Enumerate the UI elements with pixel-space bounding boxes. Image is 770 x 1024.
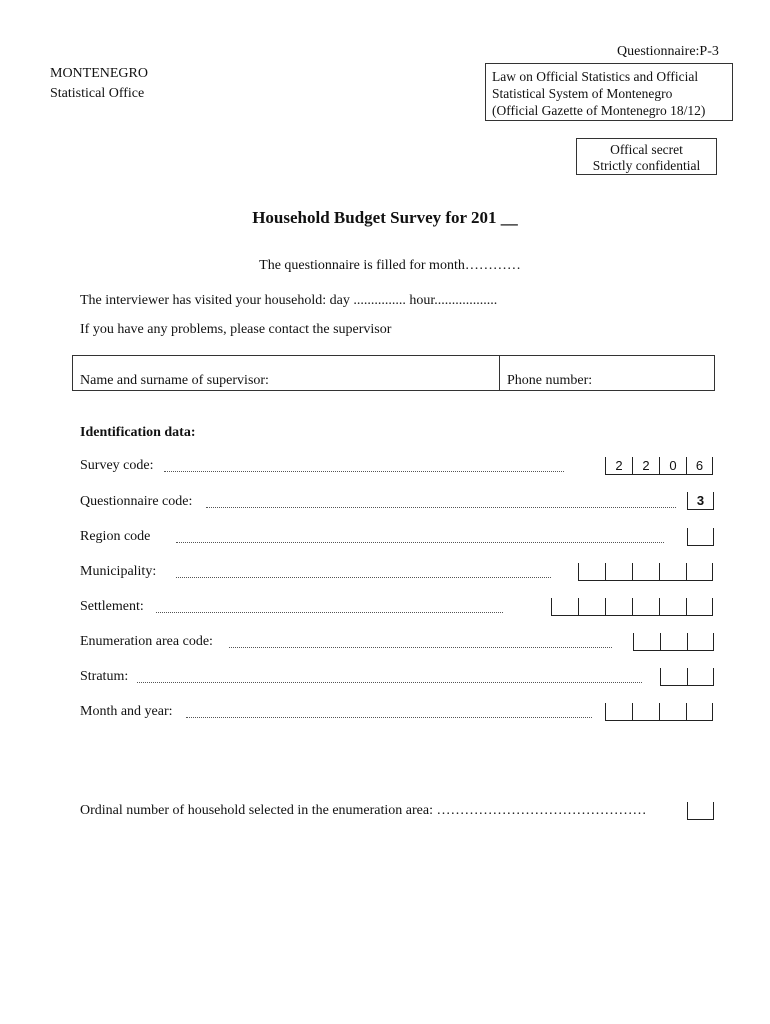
- month-year-cell[interactable]: [632, 703, 659, 721]
- page-title: Household Budget Survey for 201 __: [252, 208, 518, 227]
- survey-code-digit[interactable]: 2: [605, 457, 632, 475]
- municipality-cell[interactable]: [686, 563, 713, 581]
- enumeration-area-boxes[interactable]: [633, 633, 714, 651]
- settlement-cell[interactable]: [659, 598, 686, 616]
- month-year-cell[interactable]: [686, 703, 713, 721]
- supervisor-name-label: Name and surname of supervisor:: [80, 373, 269, 388]
- questionnaire-code-label: Questionnaire code:: [80, 494, 193, 509]
- visit-line: The interviewer has visited your household: day ............... hour..................: [80, 293, 498, 308]
- region-code-leader: [176, 541, 664, 543]
- stratum-cell[interactable]: [660, 668, 687, 686]
- supervisor-name-cell[interactable]: [73, 356, 500, 390]
- enumeration-area-leader: [229, 646, 612, 648]
- settlement-cell[interactable]: [632, 598, 659, 616]
- issuer-block: [50, 64, 148, 104]
- ordinal-number-boxes[interactable]: [687, 802, 714, 820]
- month-year-cell[interactable]: [659, 703, 686, 721]
- identification-heading: Identification data:: [80, 425, 196, 440]
- survey-code-label: Survey code:: [80, 458, 154, 473]
- survey-code-digit[interactable]: 0: [659, 457, 686, 475]
- enumeration-area-cell[interactable]: [687, 633, 714, 651]
- supervisor-table: [72, 355, 715, 391]
- municipality-leader: [176, 576, 551, 578]
- municipality-cell[interactable]: [659, 563, 686, 581]
- municipality-cell[interactable]: [578, 563, 605, 581]
- survey-code-leader: [164, 470, 564, 472]
- office-name: Statistical Office: [50, 86, 145, 101]
- settlement-cell[interactable]: [551, 598, 578, 616]
- enumeration-area-cell[interactable]: [633, 633, 660, 651]
- confidentiality-box: [576, 138, 717, 175]
- ordinal-number-label: Ordinal number of household selected in the enumeration area: ………………………………………: [80, 803, 647, 818]
- ordinal-number-cell[interactable]: [687, 802, 714, 820]
- confidential-line-2: Strictly confidential: [592, 158, 701, 173]
- month-year-label: Month and year:: [80, 704, 173, 719]
- settlement-cell[interactable]: [686, 598, 713, 616]
- law-line-3: (Official Gazette of Montenegro 18/12): [492, 103, 706, 118]
- municipality-label: Municipality:: [80, 564, 157, 579]
- region-code-label: Region code: [80, 529, 151, 544]
- settlement-boxes[interactable]: [551, 598, 713, 616]
- settlement-cell[interactable]: [578, 598, 605, 616]
- enumeration-area-cell[interactable]: [660, 633, 687, 651]
- month-line: The questionnaire is filled for month…………: [259, 258, 521, 273]
- law-line-1: Law on Official Statistics and Official: [492, 69, 699, 84]
- survey-code-digit[interactable]: 6: [686, 457, 713, 475]
- month-year-cell[interactable]: [605, 703, 632, 721]
- contact-line: If you have any problems, please contact the supervisor: [80, 322, 392, 337]
- law-line-2: Statistical System of Montenegro: [492, 86, 673, 101]
- stratum-label: Stratum:: [80, 669, 129, 684]
- confidential-line-1: Offical secret: [610, 142, 683, 157]
- law-reference-box: [485, 63, 733, 121]
- municipality-cell[interactable]: [632, 563, 659, 581]
- country-name: MONTENEGRO: [50, 66, 148, 81]
- supervisor-phone-cell[interactable]: [500, 356, 714, 390]
- municipality-cell[interactable]: [605, 563, 632, 581]
- stratum-cell[interactable]: [687, 668, 714, 686]
- municipality-boxes[interactable]: [578, 563, 713, 581]
- region-code-cell[interactable]: [687, 528, 714, 546]
- questionnaire-code-boxes[interactable]: [687, 492, 714, 510]
- settlement-cell[interactable]: [605, 598, 632, 616]
- month-year-boxes[interactable]: [605, 703, 713, 721]
- supervisor-phone-label: Phone number:: [507, 373, 593, 388]
- settlement-leader: [156, 611, 503, 613]
- questionnaire-id: Questionnaire:P-3: [617, 44, 719, 59]
- questionnaire-code-leader: [206, 506, 676, 508]
- enumeration-area-label: Enumeration area code:: [80, 634, 213, 649]
- region-code-boxes[interactable]: [687, 528, 714, 546]
- survey-code-digit[interactable]: 2: [632, 457, 659, 475]
- survey-code-boxes[interactable]: [605, 457, 713, 475]
- questionnaire-code-digit[interactable]: 3: [687, 492, 714, 510]
- settlement-label: Settlement:: [80, 599, 144, 614]
- stratum-boxes[interactable]: [660, 668, 714, 686]
- month-year-leader: [186, 716, 592, 718]
- stratum-leader: [137, 681, 642, 683]
